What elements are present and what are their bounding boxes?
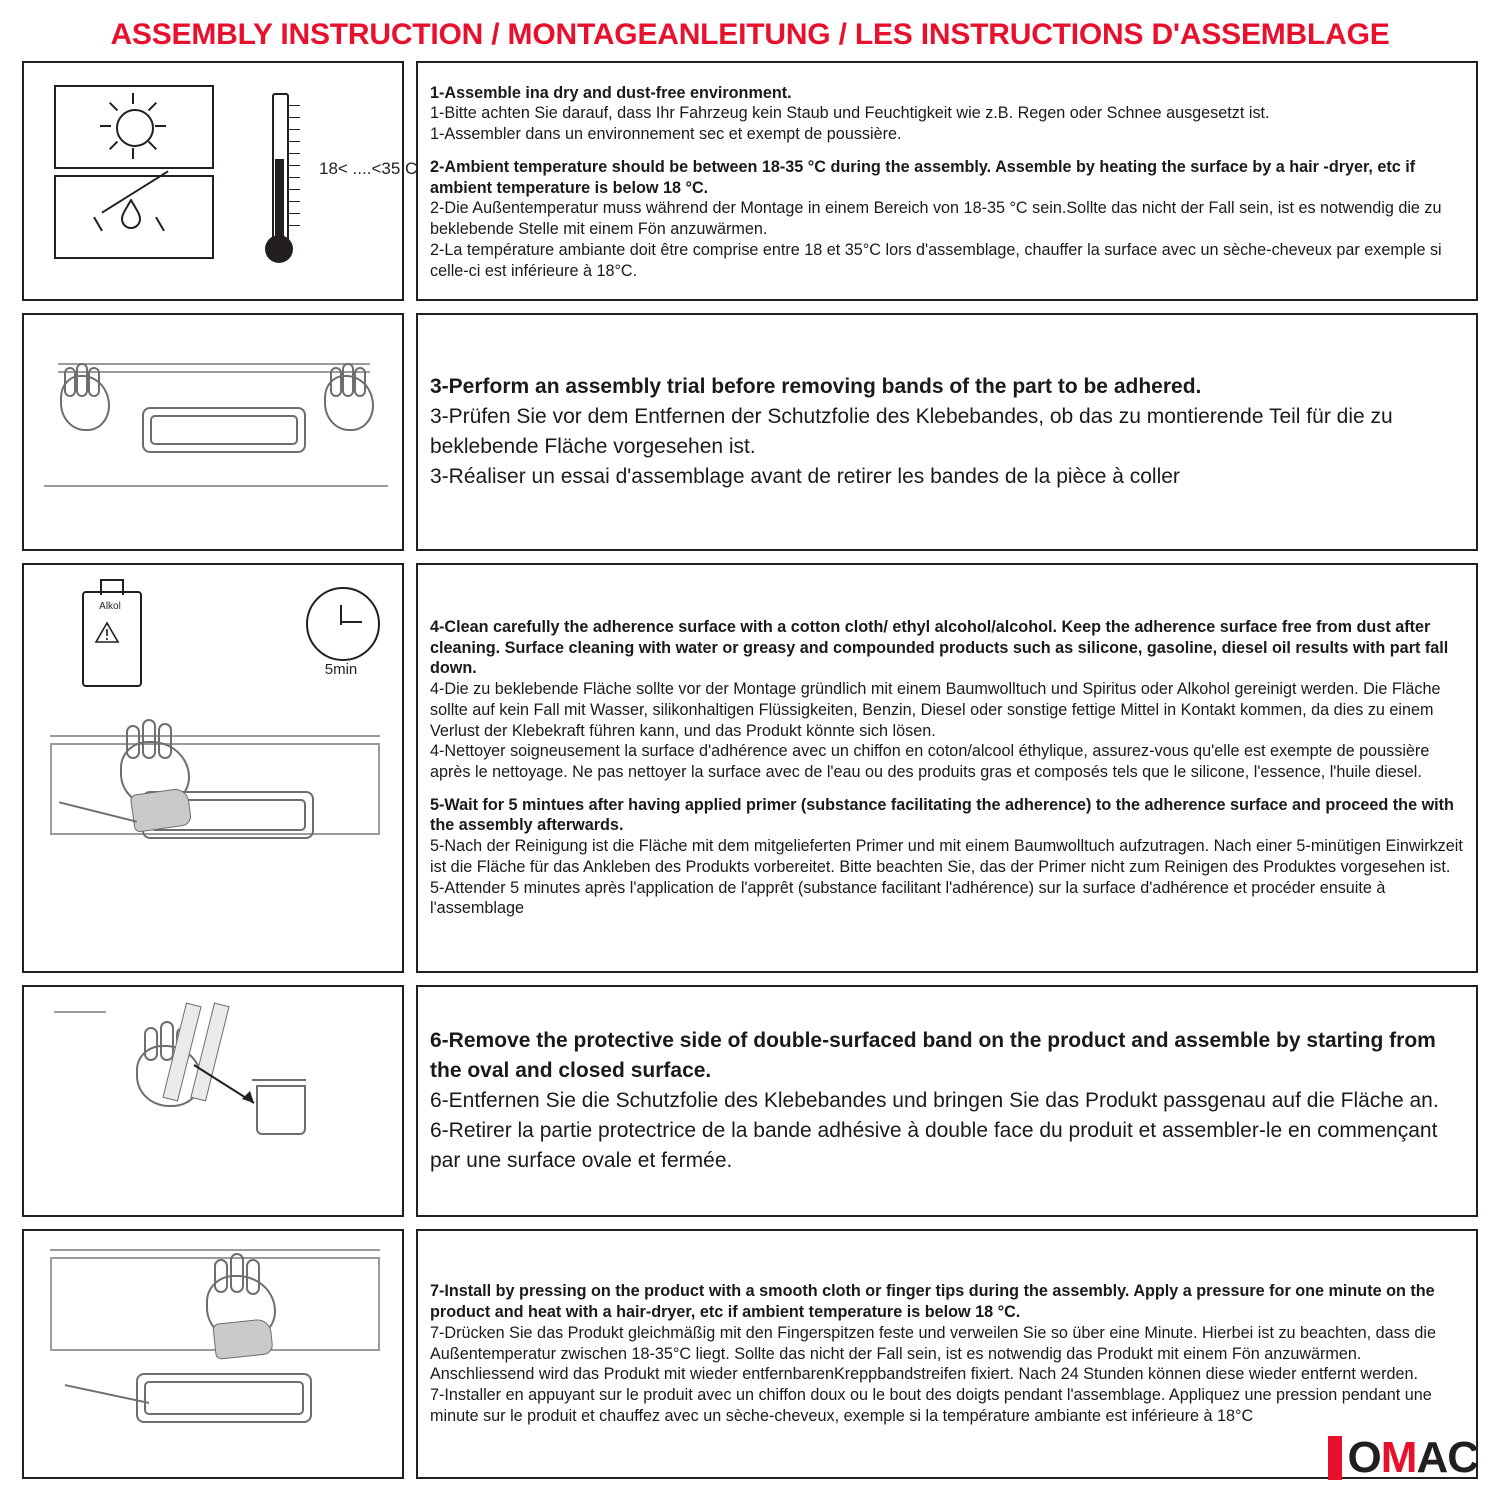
instruction-row-5 <box>22 1229 1478 1479</box>
step-paragraph: 3-Perform an assembly trial before removing bands of the part to be adhered. <box>430 375 1202 399</box>
bottle-label: Alkol <box>99 601 121 612</box>
arrow-icon <box>192 1059 268 1115</box>
step-paragraph: 4-Nettoyer soigneusement la surface d'adhérence avec un chiffon en coton/alcool éthylique, assurez-vous qu'elle est exempte de poussière après le nettoyage. Ne pas nettoyer la surface avec de l'eau ou des produits gras et composés tels que le silicone, l'essence, l'huile diesel. <box>430 742 1430 781</box>
step-paragraph: 5-Nach der Reinigung ist die Fläche mit dem mitgelieferten Primer und mit einem Baumwolltuch aufzutragen. Nach einer 5-minütigen Einwirkzeit ist die Fläche für das Ankleben des Produkts vorbereitet. Bitte beachten Sie, das der Primer nicht zum Reinigen des Produktes vorgesehen ist. <box>430 837 1463 876</box>
step-paragraph: 2-Die Außentemperatur muss während der Montage in einem Bereich von 18-35 °C sein.Sollte das nicht der Fall sein, ist es notwendig die zu beklebende Stelle mit einem Fön anzuwärmen. <box>430 199 1442 239</box>
step-paragraph: 1-Assembler dans un environnement sec et exempt de poussière. <box>430 125 902 144</box>
instruction-rows <box>22 61 1478 1479</box>
brand-logo <box>1328 1430 1478 1486</box>
step-paragraph: 5-Wait for 5 mintues after having applied primer (substance facilitating the adherence) to the adherence surface and proceed the with the assembly afterwards. <box>430 795 1454 835</box>
logo-accent-bar <box>1328 1436 1342 1480</box>
illustration-environment <box>22 61 418 301</box>
illustration-trial-fit <box>22 313 404 551</box>
warning-icon <box>94 621 120 644</box>
step-paragraph: 6-Retirer la partie protectrice de la bande adhésive à double face du produit et assembler-le en commençant par une surface ovale et fermée. <box>430 1118 1438 1172</box>
logo-text-ac: AC <box>1416 1433 1478 1482</box>
temperature-range-label: 18< ....<35 C <box>319 159 418 178</box>
step-text-6 <box>416 985 1478 1217</box>
step-paragraph: 5-Attender 5 minutes après l'application de l'apprêt (substance facilitant l'adhérence) sur la surface d'adhérence et procéder ensuite à l'assemblage <box>430 878 1386 918</box>
step-paragraph: 4-Die zu beklebende Fläche sollte vor der Montage gründlich mit einem Baumwolltuch und Spiritus oder Alkohol gereinigt werden. Die Fläche sollte auf kein Fall mit Wasser, silikonhaltigen Flüssigkeiten, Benzin, Diesel oder sonstige fettige Mittel in Kontakt kommen, da dies zu einem Verlust der Klebekraft führen kann, und das Produkt könnte sich lösen. <box>430 680 1441 740</box>
instruction-row-2 <box>22 313 1478 551</box>
step-paragraph: 4-Clean carefully the adherence surface with a cotton cloth/ ethyl alcohol/alcohol. Keep the adherence surface free from dust after cleaning. Surface cleaning with water or greasy and compounded products such as silicone, gasoline, diesel oil results with part fall down. <box>430 617 1449 678</box>
step-paragraph: 3-Prüfen Sie vor dem Entfernen der Schutzfolie des Klebebandes, ob das zu montierende Teil für die zu beklebende Fläche vorgesehen ist. <box>430 405 1393 458</box>
step-text-7 <box>416 1229 1478 1479</box>
step-paragraph: 6-Remove the protective side of double-surfaced band on the product and assemble by starting from the oval and closed surface. <box>430 1029 1436 1083</box>
step-paragraph: 7-Install by pressing on the product with a smooth cloth or finger tips during the assembly. Apply a pressure for one minute on the product and heat with a hair-dryer, etc if ambient temperature is below 18 °C. <box>430 1282 1435 1322</box>
illustration-clean-surface <box>22 563 404 973</box>
step-text-4-5 <box>416 563 1478 973</box>
illustration-remove-band <box>22 985 404 1217</box>
instruction-row-1 <box>22 61 1478 301</box>
step-paragraph: 2-La température ambiante doit être comprise entre 18 et 35°C lors d'assemblage, chauffer la surface avec un sèche-cheveux par exemple si celle-ci est inférieure à 18°C. <box>430 240 1442 280</box>
timer-label: 5min <box>324 661 358 678</box>
logo-text-o: O <box>1347 1433 1381 1482</box>
step-text-1-2 <box>416 61 1478 301</box>
step-paragraph: 6-Entfernen Sie die Schutzfolie des Klebebandes und bringen Sie das Produkt passgenau auf die Fläche an. <box>430 1089 1439 1113</box>
step-paragraph: 1-Bitte achten Sie darauf, dass Ihr Fahrzeug kein Staub und Feuchtigkeit wie z.B. Regen oder Schnee ausgesetzt ist. <box>430 104 1270 123</box>
step-paragraph: 3-Réaliser un essai d'assemblage avant de retirer les bandes de la pièce à coller <box>430 464 1180 488</box>
step-text-3 <box>416 313 1478 551</box>
logo-text <box>1347 1433 1478 1482</box>
step-paragraph: 1-Assemble ina dry and dust-free environment. <box>430 83 792 102</box>
instruction-row-3 <box>22 563 1478 973</box>
step-paragraph: 7-Installer en appuyant sur le produit avec un chiffon doux ou le bout des doigts pendant l'assemblage. Appliquez une pression pendant une minute sur le produit et chauffez avec un sèche-cheveux, exemple si la température ambiante est inférieure à 18°C <box>430 1386 1432 1425</box>
step-paragraph: 7-Drücken Sie das Produkt gleichmäßig mit den Fingerspitzen feste und verweilen Sie so über eine Minute. Hierbei ist zu beachten, dass die Außentemperatur zwischen 18-35°C liegt. Sollte das nicht der Fall sein, ist es notwendig das Produkt mit einem Fön anzuwärmen. Anschliessend wird das Produkt mit wieder entfernbarenKreppbandstreifen fixiert. Nach 24 Stunden können diese wieder entfernt werden. <box>430 1323 1436 1384</box>
step-paragraph: 2-Ambient temperature should be between 18-35 °C during the assembly. Assemble by heating the surface by a hair -dryer, etc if ambient temperature is below 18 °C. <box>430 157 1416 197</box>
instruction-row-4 <box>22 985 1478 1217</box>
logo-text-m: M <box>1380 1433 1417 1482</box>
illustration-press-product <box>22 1229 404 1479</box>
page-title: ASSEMBLY INSTRUCTION / MONTAGEANLEITUNG / LES INSTRUCTIONS D'ASSEMBLAGE <box>110 18 1390 51</box>
